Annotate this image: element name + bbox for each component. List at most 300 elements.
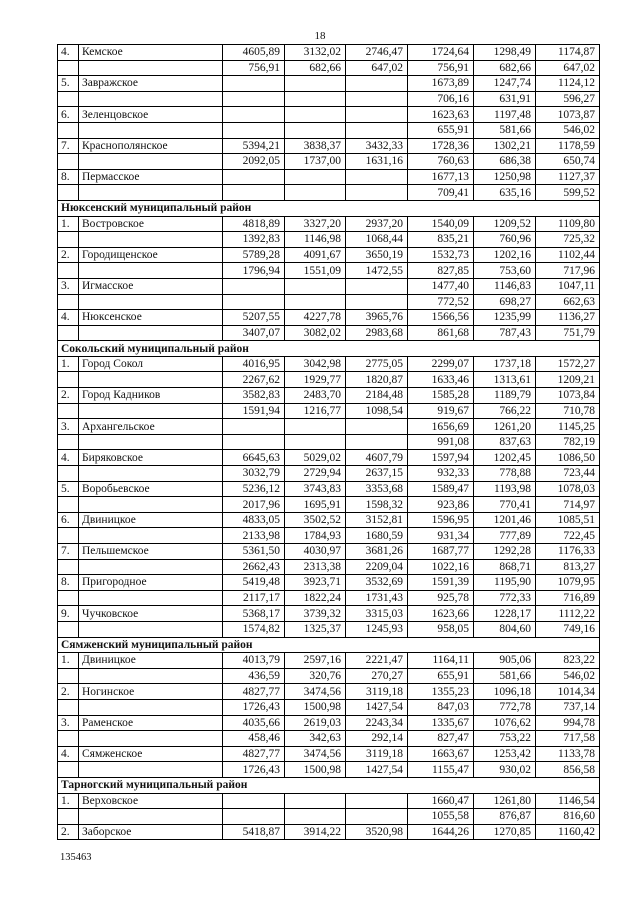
row-index: 7. xyxy=(58,138,79,154)
row-index xyxy=(58,325,79,341)
value-cell xyxy=(285,419,346,435)
value-cell: 1228,17 xyxy=(474,606,536,622)
value-cell xyxy=(346,169,408,185)
row-index xyxy=(58,91,79,107)
value-cell: 722,45 xyxy=(536,528,600,544)
value-cell: 1174,87 xyxy=(536,45,600,61)
value-cell: 1124,12 xyxy=(536,76,600,92)
value-cell: 1589,47 xyxy=(408,481,474,497)
row-index xyxy=(58,668,79,684)
value-cell: 5789,28 xyxy=(223,247,285,263)
value-cell: 3838,37 xyxy=(285,138,346,154)
value-cell: 1585,28 xyxy=(408,388,474,404)
value-cell xyxy=(346,793,408,809)
value-cell: 1335,67 xyxy=(408,715,474,731)
district-title: Сокольский муниципальный район xyxy=(58,341,600,357)
value-cell: 2092,05 xyxy=(223,154,285,170)
table-row xyxy=(58,419,600,435)
district-header-row xyxy=(58,200,600,216)
value-cell: 1201,46 xyxy=(474,512,536,528)
value-cell: 2313,38 xyxy=(285,559,346,575)
value-cell: 631,91 xyxy=(474,91,536,107)
row-index: 4. xyxy=(58,746,79,762)
value-cell: 3407,07 xyxy=(223,325,285,341)
value-cell: 714,97 xyxy=(536,497,600,513)
value-cell: 804,60 xyxy=(474,621,536,637)
value-cell: 3914,22 xyxy=(285,824,346,840)
value-cell: 436,59 xyxy=(223,668,285,684)
value-cell xyxy=(223,419,285,435)
value-cell: 1216,77 xyxy=(285,403,346,419)
settlement-name xyxy=(79,91,223,107)
value-cell xyxy=(285,185,346,201)
value-cell: 3082,02 xyxy=(285,325,346,341)
table-row xyxy=(58,247,600,263)
table-row xyxy=(58,45,600,61)
table-row xyxy=(58,793,600,809)
row-index: 2. xyxy=(58,684,79,700)
page-number: 18 xyxy=(314,30,326,42)
value-cell: 1574,82 xyxy=(223,621,285,637)
value-cell xyxy=(346,278,408,294)
table-row xyxy=(58,731,600,747)
table-row xyxy=(58,590,600,606)
row-index xyxy=(58,731,79,747)
row-index xyxy=(58,466,79,482)
value-cell: 1047,11 xyxy=(536,278,600,294)
value-cell: 1355,23 xyxy=(408,684,474,700)
value-cell xyxy=(285,278,346,294)
table-row xyxy=(58,606,600,622)
value-cell xyxy=(223,76,285,92)
row-index: 9. xyxy=(58,606,79,622)
table-row xyxy=(58,809,600,825)
value-cell: 2133,98 xyxy=(223,528,285,544)
settlement-name xyxy=(79,528,223,544)
value-cell: 3132,02 xyxy=(285,45,346,61)
value-cell: 994,78 xyxy=(536,715,600,731)
value-cell: 4827,77 xyxy=(223,684,285,700)
value-cell: 3119,18 xyxy=(346,684,408,700)
value-cell: 458,46 xyxy=(223,731,285,747)
value-cell: 827,85 xyxy=(408,263,474,279)
value-cell: 2619,03 xyxy=(285,715,346,731)
value-cell: 4833,05 xyxy=(223,512,285,528)
value-cell: 1822,24 xyxy=(285,590,346,606)
value-cell: 1073,87 xyxy=(536,107,600,123)
value-cell: 919,67 xyxy=(408,403,474,419)
value-cell: 1133,78 xyxy=(536,746,600,762)
value-cell: 3681,26 xyxy=(346,544,408,560)
table-row xyxy=(58,653,600,669)
value-cell: 581,66 xyxy=(474,122,536,138)
value-cell: 3119,18 xyxy=(346,746,408,762)
value-cell: 1078,03 xyxy=(536,481,600,497)
district-header-row xyxy=(58,637,600,653)
row-index: 4. xyxy=(58,450,79,466)
value-cell: 1261,20 xyxy=(474,419,536,435)
value-cell: 650,74 xyxy=(536,154,600,170)
value-cell: 1656,69 xyxy=(408,419,474,435)
value-cell: 3743,83 xyxy=(285,481,346,497)
value-cell: 1245,93 xyxy=(346,621,408,637)
value-cell: 1623,66 xyxy=(408,606,474,622)
row-index xyxy=(58,154,79,170)
value-cell: 787,43 xyxy=(474,325,536,341)
value-cell: 837,63 xyxy=(474,434,536,450)
value-cell: 682,66 xyxy=(285,60,346,76)
value-cell: 923,86 xyxy=(408,497,474,513)
value-cell: 5236,12 xyxy=(223,481,285,497)
value-cell: 270,27 xyxy=(346,668,408,684)
value-cell: 772,33 xyxy=(474,590,536,606)
district-title: Сямженский муниципальный район xyxy=(58,637,600,653)
value-cell: 1202,45 xyxy=(474,450,536,466)
value-cell: 2117,17 xyxy=(223,590,285,606)
row-index: 4. xyxy=(58,310,79,326)
value-cell: 2299,07 xyxy=(408,356,474,372)
value-cell: 1784,93 xyxy=(285,528,346,544)
row-index xyxy=(58,263,79,279)
value-cell: 662,63 xyxy=(536,294,600,310)
value-cell: 1109,80 xyxy=(536,216,600,232)
value-cell: 1068,44 xyxy=(346,232,408,248)
value-cell: 1014,34 xyxy=(536,684,600,700)
table-row xyxy=(58,122,600,138)
settlement-name xyxy=(79,762,223,778)
value-cell xyxy=(223,434,285,450)
district-title: Тарногский муниципальный район xyxy=(58,777,600,793)
table-row xyxy=(58,684,600,700)
row-index xyxy=(58,232,79,248)
value-cell: 3474,56 xyxy=(285,746,346,762)
value-cell: 1146,54 xyxy=(536,793,600,809)
table-row xyxy=(58,294,600,310)
table-row xyxy=(58,138,600,154)
value-cell: 753,60 xyxy=(474,263,536,279)
row-index: 4. xyxy=(58,45,79,61)
table-row xyxy=(58,60,600,76)
value-cell: 1247,74 xyxy=(474,76,536,92)
value-cell: 2597,16 xyxy=(285,653,346,669)
value-cell: 1623,63 xyxy=(408,107,474,123)
table-row xyxy=(58,76,600,92)
value-cell xyxy=(346,809,408,825)
value-cell: 1591,39 xyxy=(408,575,474,591)
value-cell: 847,03 xyxy=(408,699,474,715)
value-cell xyxy=(223,294,285,310)
value-cell: 1146,83 xyxy=(474,278,536,294)
district-header-row xyxy=(58,777,600,793)
value-cell xyxy=(285,76,346,92)
row-index: 8. xyxy=(58,575,79,591)
row-index xyxy=(58,60,79,76)
value-cell: 1313,61 xyxy=(474,372,536,388)
settlement-name xyxy=(79,154,223,170)
value-cell: 1209,21 xyxy=(536,372,600,388)
settlement-name: Воробьевское xyxy=(79,481,223,497)
value-cell: 546,02 xyxy=(536,668,600,684)
value-cell: 1644,26 xyxy=(408,824,474,840)
settlement-name xyxy=(79,809,223,825)
value-cell: 1633,46 xyxy=(408,372,474,388)
row-index: 2. xyxy=(58,388,79,404)
table-row xyxy=(58,185,600,201)
value-cell: 5419,48 xyxy=(223,575,285,591)
value-cell xyxy=(346,185,408,201)
value-cell: 2746,47 xyxy=(346,45,408,61)
value-cell: 1673,89 xyxy=(408,76,474,92)
value-cell: 4035,66 xyxy=(223,715,285,731)
value-cell: 2267,62 xyxy=(223,372,285,388)
row-index xyxy=(58,185,79,201)
value-cell: 1540,09 xyxy=(408,216,474,232)
settlement-name xyxy=(79,590,223,606)
value-cell: 2983,68 xyxy=(346,325,408,341)
row-index xyxy=(58,621,79,637)
value-cell: 1392,83 xyxy=(223,232,285,248)
value-cell: 1796,94 xyxy=(223,263,285,279)
settlement-name: Зеленцовское xyxy=(79,107,223,123)
value-cell: 655,91 xyxy=(408,668,474,684)
row-index xyxy=(58,497,79,513)
table-row xyxy=(58,528,600,544)
value-cell xyxy=(285,169,346,185)
row-index xyxy=(58,372,79,388)
value-cell: 3650,19 xyxy=(346,247,408,263)
value-cell: 1591,94 xyxy=(223,403,285,419)
value-cell: 635,16 xyxy=(474,185,536,201)
value-cell: 753,22 xyxy=(474,731,536,747)
value-cell: 1680,59 xyxy=(346,528,408,544)
value-cell: 3327,20 xyxy=(285,216,346,232)
value-cell: 772,78 xyxy=(474,699,536,715)
value-cell: 1631,16 xyxy=(346,154,408,170)
table-row xyxy=(58,699,600,715)
value-cell: 4827,77 xyxy=(223,746,285,762)
settlement-name xyxy=(79,325,223,341)
value-cell: 3432,33 xyxy=(346,138,408,154)
value-cell: 3739,32 xyxy=(285,606,346,622)
value-cell: 4030,97 xyxy=(285,544,346,560)
value-cell: 1176,33 xyxy=(536,544,600,560)
row-index xyxy=(58,403,79,419)
value-cell: 1500,98 xyxy=(285,699,346,715)
settlement-name: Сямженское xyxy=(79,746,223,762)
value-cell: 6645,63 xyxy=(223,450,285,466)
value-cell: 1298,49 xyxy=(474,45,536,61)
value-cell: 5368,17 xyxy=(223,606,285,622)
value-cell: 3965,76 xyxy=(346,310,408,326)
settlement-name: Раменское xyxy=(79,715,223,731)
value-cell: 647,02 xyxy=(536,60,600,76)
table-row xyxy=(58,278,600,294)
value-cell: 1178,59 xyxy=(536,138,600,154)
table-row xyxy=(58,91,600,107)
settlement-name: Двиницкое xyxy=(79,512,223,528)
row-index xyxy=(58,699,79,715)
table-row xyxy=(58,107,600,123)
value-cell: 905,06 xyxy=(474,653,536,669)
table-body xyxy=(58,45,600,840)
value-cell xyxy=(285,793,346,809)
value-cell: 1929,77 xyxy=(285,372,346,388)
value-cell: 4818,89 xyxy=(223,216,285,232)
value-cell: 856,58 xyxy=(536,762,600,778)
table-row xyxy=(58,325,600,341)
value-cell: 1551,09 xyxy=(285,263,346,279)
value-cell: 1160,42 xyxy=(536,824,600,840)
value-cell: 581,66 xyxy=(474,668,536,684)
value-cell: 4091,67 xyxy=(285,247,346,263)
value-cell: 5418,87 xyxy=(223,824,285,840)
row-index: 1. xyxy=(58,356,79,372)
value-cell: 723,44 xyxy=(536,466,600,482)
value-cell: 698,27 xyxy=(474,294,536,310)
value-cell: 682,66 xyxy=(474,60,536,76)
row-index: 3. xyxy=(58,715,79,731)
value-cell: 876,87 xyxy=(474,809,536,825)
settlement-name: Верховское xyxy=(79,793,223,809)
value-cell: 2017,96 xyxy=(223,497,285,513)
value-cell: 725,32 xyxy=(536,232,600,248)
value-cell: 3520,98 xyxy=(346,824,408,840)
value-cell: 1055,58 xyxy=(408,809,474,825)
settlement-name: Кемское xyxy=(79,45,223,61)
settlement-name xyxy=(79,497,223,513)
value-cell: 1598,32 xyxy=(346,497,408,513)
value-cell: 599,52 xyxy=(536,185,600,201)
value-cell xyxy=(223,169,285,185)
row-index: 1. xyxy=(58,216,79,232)
value-cell: 1022,16 xyxy=(408,559,474,575)
settlement-name xyxy=(79,434,223,450)
value-cell: 1302,21 xyxy=(474,138,536,154)
value-cell: 1145,25 xyxy=(536,419,600,435)
value-cell: 655,91 xyxy=(408,122,474,138)
value-cell: 1597,94 xyxy=(408,450,474,466)
value-cell: 991,08 xyxy=(408,434,474,450)
value-cell: 1532,73 xyxy=(408,247,474,263)
value-cell: 1737,18 xyxy=(474,356,536,372)
settlement-name: Пермасское xyxy=(79,169,223,185)
value-cell: 1155,47 xyxy=(408,762,474,778)
value-cell: 1086,50 xyxy=(536,450,600,466)
value-cell: 3032,79 xyxy=(223,466,285,482)
value-cell xyxy=(285,809,346,825)
value-cell xyxy=(223,107,285,123)
row-index xyxy=(58,559,79,575)
value-cell: 2243,34 xyxy=(346,715,408,731)
table-row xyxy=(58,715,600,731)
district-header-row xyxy=(58,341,600,357)
value-cell: 3152,81 xyxy=(346,512,408,528)
table-row xyxy=(58,466,600,482)
value-cell: 1112,22 xyxy=(536,606,600,622)
table-row xyxy=(58,356,600,372)
value-cell: 823,22 xyxy=(536,653,600,669)
value-cell: 1250,98 xyxy=(474,169,536,185)
settlement-name xyxy=(79,403,223,419)
value-cell: 1136,27 xyxy=(536,310,600,326)
value-cell xyxy=(223,91,285,107)
value-cell xyxy=(346,107,408,123)
value-cell: 717,58 xyxy=(536,731,600,747)
footer-code: 135463 xyxy=(60,852,92,863)
value-cell: 4605,89 xyxy=(223,45,285,61)
settlement-name: Городищенское xyxy=(79,247,223,263)
settlement-name xyxy=(79,122,223,138)
value-cell: 782,19 xyxy=(536,434,600,450)
settlement-name xyxy=(79,731,223,747)
row-index: 6. xyxy=(58,107,79,123)
value-cell: 3582,83 xyxy=(223,388,285,404)
value-cell: 778,88 xyxy=(474,466,536,482)
value-cell: 706,16 xyxy=(408,91,474,107)
value-cell: 1098,54 xyxy=(346,403,408,419)
settlement-name: Архангельское xyxy=(79,419,223,435)
value-cell: 827,47 xyxy=(408,731,474,747)
settlement-name: Краснополянское xyxy=(79,138,223,154)
settlement-name: Двиницкое xyxy=(79,653,223,669)
row-index: 5. xyxy=(58,481,79,497)
value-cell: 749,16 xyxy=(536,621,600,637)
row-index: 6. xyxy=(58,512,79,528)
row-index: 7. xyxy=(58,544,79,560)
value-cell xyxy=(223,122,285,138)
value-cell: 5394,21 xyxy=(223,138,285,154)
value-cell: 1127,37 xyxy=(536,169,600,185)
value-cell: 5361,50 xyxy=(223,544,285,560)
value-cell: 930,02 xyxy=(474,762,536,778)
settlement-name: Ногинское xyxy=(79,684,223,700)
value-cell: 1737,00 xyxy=(285,154,346,170)
value-cell: 717,96 xyxy=(536,263,600,279)
settlement-name: Чучковское xyxy=(79,606,223,622)
table-row xyxy=(58,434,600,450)
settlement-name: Завражское xyxy=(79,76,223,92)
value-cell: 2937,20 xyxy=(346,216,408,232)
settlement-name xyxy=(79,621,223,637)
settlement-name xyxy=(79,699,223,715)
value-cell: 756,91 xyxy=(223,60,285,76)
value-cell: 816,60 xyxy=(536,809,600,825)
value-cell xyxy=(346,91,408,107)
value-cell: 1197,48 xyxy=(474,107,536,123)
value-cell: 4607,79 xyxy=(346,450,408,466)
table-row xyxy=(58,497,600,513)
value-cell: 1076,62 xyxy=(474,715,536,731)
value-cell: 813,27 xyxy=(536,559,600,575)
value-cell: 1261,80 xyxy=(474,793,536,809)
value-cell xyxy=(285,91,346,107)
value-cell: 1270,85 xyxy=(474,824,536,840)
value-cell: 3042,98 xyxy=(285,356,346,372)
value-cell: 320,76 xyxy=(285,668,346,684)
settlement-name xyxy=(79,466,223,482)
value-cell: 596,27 xyxy=(536,91,600,107)
value-cell xyxy=(346,434,408,450)
table-row xyxy=(58,263,600,279)
value-cell: 1472,55 xyxy=(346,263,408,279)
settlement-name xyxy=(79,559,223,575)
value-cell: 1292,28 xyxy=(474,544,536,560)
table-row xyxy=(58,169,600,185)
value-cell: 710,78 xyxy=(536,403,600,419)
value-cell: 4016,95 xyxy=(223,356,285,372)
value-cell: 772,52 xyxy=(408,294,474,310)
value-cell xyxy=(223,809,285,825)
